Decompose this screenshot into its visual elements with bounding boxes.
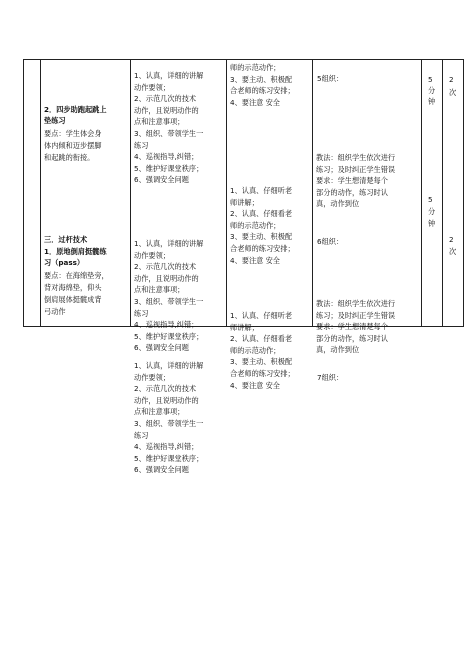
teach-2-line: 教法：组织学生依次进行 (316, 299, 396, 308)
student-low-line: 2、认真、仔细看老 (230, 334, 293, 344)
student-activity-column (227, 60, 313, 390)
sec2-req-line1: 要点：学生体会身 (44, 129, 102, 138)
sec3-req-line3: 倒肩展体挺髋成背 (44, 295, 102, 304)
count-1-unit: 次 (449, 88, 457, 97)
teacher-g1-line: 动作，且说明动作的 (134, 105, 199, 115)
teacher-g2-line: 动作，且说明动作的 (134, 273, 199, 283)
teacher-g2-line: 1、认真，详细的讲解 (134, 239, 204, 248)
org-3-label: 7组织： (317, 373, 344, 382)
teacher-g3-line: 练习 (134, 430, 149, 440)
teacher-g2-line: 2、示范几次的技术 (134, 262, 197, 272)
sec3-sub1-line1: 1．原地倒肩挺髋练 (44, 247, 107, 256)
student-mid-line: 1、认真、仔细听老 (230, 186, 293, 195)
org-2-label: 6组织： (317, 237, 344, 246)
organization-column (313, 60, 422, 382)
time-2-unit1: 分 (428, 207, 436, 216)
teacher-g2-line: 3、组织、带领学生一 (134, 297, 204, 306)
teach-2-line: 练习；及时纠正学生错误 (316, 310, 396, 320)
teacher-g3-line: 5、维护好课堂秩序； (134, 453, 204, 463)
teacher-g2-line: 动作要领； (134, 250, 170, 260)
teach-1-line: 练习；及时纠正学生错误 (316, 164, 396, 174)
teacher-g3-line: 动作，且说明动作的 (134, 395, 199, 405)
time-column (422, 60, 443, 327)
teacher-g3-line: 1、认真，详细的讲解 (134, 361, 204, 370)
lesson-plan-table (23, 59, 464, 475)
teacher-g1-line: 4、巡视指导,纠错； (134, 152, 199, 162)
count-2-num: 2 (449, 235, 454, 244)
teach-2-line: 真，动作到位 (316, 345, 360, 355)
student-mid-line: 3、要主动、积极配 (230, 232, 293, 242)
count-column (443, 60, 464, 327)
sec3-req-line1: 要点：在海绵垫旁， (44, 271, 109, 280)
student-top-line: 合老师的练习安排； (230, 86, 295, 96)
teacher-g1-line: 3、组织、带领学生一 (134, 129, 204, 138)
time-1-unit2: 钟 (428, 97, 436, 106)
teacher-g1-line: 2、示范几次的技术 (134, 94, 197, 104)
section-column (24, 60, 41, 327)
teacher-g3-line: 4、巡视指导,纠错； (134, 442, 199, 452)
teacher-g3-line: 2、示范几次的技术 (134, 384, 197, 394)
teach-1-line: 教法：组织学生依次进行 (316, 153, 396, 162)
student-mid-line: 2、认真、仔细看老 (230, 209, 293, 219)
sec3-sub1-line2: 习（pass） (44, 258, 85, 267)
teacher-g2-line: 练习 (134, 308, 149, 318)
time-1-unit1: 分 (428, 86, 436, 95)
teacher-g3-line: 6、强调安全问题 (134, 465, 189, 475)
student-low-line: 4、要注意 安全 (230, 380, 280, 390)
student-mid-line: 4、要注意 安全 (230, 255, 280, 265)
teach-2-line: 要求：学生想清楚每个 (316, 322, 388, 332)
teacher-activity-column (131, 60, 227, 475)
student-mid-line: 合老师的练习安排； (230, 244, 295, 253)
sec2-title-line1: 2．四步助跑起跳上 (44, 105, 107, 114)
teacher-g3-line: 3、组织、带领学生一 (134, 419, 204, 428)
student-top-line: 4、要注意 安全 (230, 97, 280, 107)
teach-2-line: 部分的动作，练习时认 (316, 333, 388, 343)
student-low-line: 师讲解； (230, 322, 259, 332)
sec3-title: 三．过杆技术 (44, 235, 88, 244)
teacher-g1-line: 练习 (134, 140, 149, 150)
sec2-req-line3: 和起跳的衔接。 (44, 153, 95, 162)
teacher-g2-line: 6、强调安全问题 (134, 343, 189, 353)
student-low-line: 3、要主动、积极配 (230, 357, 293, 367)
teacher-g1-line: 5、维护好课堂秩序； (134, 163, 204, 173)
teacher-g1-line: 点和注意事项； (134, 117, 185, 127)
teach-1-line: 真，动作到位 (316, 199, 360, 209)
student-low-line: 1、认真、仔细听老 (230, 311, 293, 320)
teacher-g2-line: 5、维护好课堂秩序； (134, 331, 204, 341)
teach-1-line: 部分的动作，练习时认 (316, 187, 388, 197)
student-mid-line: 师的示范动作； (230, 220, 281, 230)
student-top-line: 3、要主动、积极配 (230, 74, 293, 84)
student-low-line: 合老师的练习安排； (230, 369, 295, 378)
teacher-g3-line: 动作要领； (134, 372, 170, 382)
sec3-req-line4: 弓动作 (44, 307, 66, 316)
teacher-g1-line: 6、强调安全问题 (134, 175, 189, 185)
time-2-unit2: 钟 (428, 219, 436, 228)
teacher-g2-line: 点和注意事项； (134, 285, 185, 295)
teach-1-line: 要求：学生想清楚每个 (316, 176, 388, 186)
count-1-num: 2 (449, 75, 454, 84)
teacher-g1-line: 动作要领； (134, 82, 170, 92)
student-low-line: 师的示范动作； (230, 345, 281, 355)
sec2-req-line2: 体内倾和迈步摆脚 (44, 141, 102, 150)
sec2-title-line2: 垫练习 (44, 116, 66, 125)
teacher-g3-line: 点和注意事项； (134, 407, 185, 417)
org-1-label: 5组织： (317, 74, 344, 83)
teacher-g2-line: 4、巡视指导,纠错； (134, 320, 199, 330)
sec3-req-line2: 背对海绵垫，仰头 (44, 283, 102, 292)
teacher-g1-line: 1、认真，详细的讲解 (134, 71, 204, 80)
time-1-num: 5 (428, 75, 433, 84)
student-mid-line: 师讲解； (230, 197, 259, 207)
student-top-line: 师的示范动作； (230, 63, 281, 72)
time-2-num: 5 (428, 195, 433, 204)
count-2-unit: 次 (449, 247, 457, 256)
content-column (41, 60, 131, 327)
